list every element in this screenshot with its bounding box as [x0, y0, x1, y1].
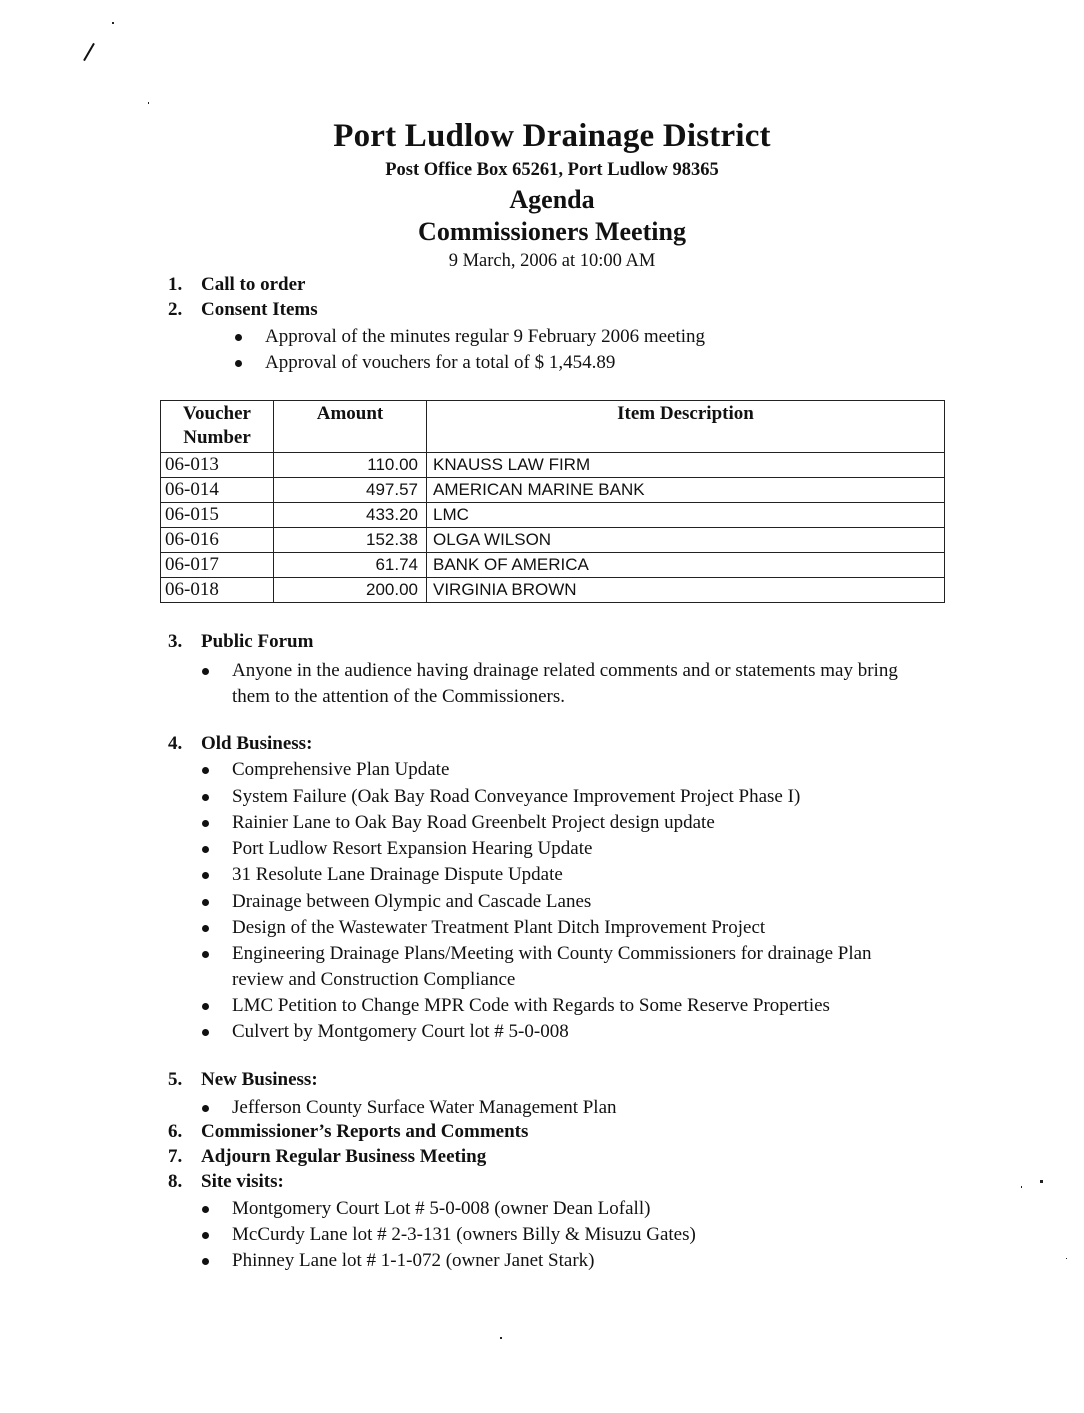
voucher-number-cell: 06-013 — [161, 453, 274, 478]
section-old-business — [168, 733, 312, 755]
list-item: Phinney Lane lot # 1-1-072 (owner Janet Stark) — [232, 1248, 595, 1274]
section-call-to-order — [168, 274, 305, 296]
voucher-number-cell: 06-016 — [161, 528, 274, 553]
description-cell: KNAUSS LAW FIRM — [427, 453, 945, 478]
list-item: Port Ludlow Resort Expansion Hearing Update — [232, 836, 592, 862]
table-row — [161, 528, 945, 553]
bullet-icon — [202, 846, 209, 853]
section-title: Consent Items — [201, 299, 318, 320]
section-commissioner-reports — [168, 1121, 528, 1143]
scan-artifact-mark — [83, 43, 95, 61]
section-number: 3. — [168, 631, 183, 652]
description-cell: LMC — [427, 503, 945, 528]
column-header-item-description: Item Description — [427, 401, 945, 453]
bullet-icon — [202, 1232, 209, 1239]
section-public-forum — [168, 631, 313, 653]
bullet-icon — [202, 872, 209, 879]
organization-name: Port Ludlow Drainage District — [333, 118, 771, 154]
bullet-icon — [202, 1105, 209, 1112]
amount-cell: 61.74 — [274, 553, 427, 578]
section-number: 2. — [168, 299, 183, 320]
list-item: Jefferson County Surface Water Management Plan — [232, 1095, 617, 1121]
list-item: Engineering Drainage Plans/Meeting with County Commissioners for drainage Plan review and Construction Compliance — [232, 941, 922, 993]
description-cell: VIRGINIA BROWN — [427, 578, 945, 603]
list-item: LMC Petition to Change MPR Code with Regards to Some Reserve Properties — [232, 993, 830, 1019]
scan-speck — [112, 22, 114, 24]
section-number: 1. — [168, 274, 183, 295]
bullet-icon — [202, 668, 209, 675]
section-number: 7. — [168, 1146, 183, 1167]
list-item: System Failure (Oak Bay Road Conveyance Improvement Project Phase I) — [232, 784, 800, 810]
voucher-number-cell: 06-017 — [161, 553, 274, 578]
section-title: Site visits: — [201, 1171, 284, 1192]
document-type: Agenda — [509, 185, 595, 214]
scan-speck — [1066, 1258, 1067, 1259]
list-item: Approval of vouchers for a total of $ 1,454.89 — [265, 350, 615, 376]
table-row — [161, 553, 945, 578]
bullet-icon — [202, 1029, 209, 1036]
bullet-icon — [202, 899, 209, 906]
bullet-icon — [202, 820, 209, 827]
list-item: McCurdy Lane lot # 2-3-131 (owners Billy & Misuzu Gates) — [232, 1222, 696, 1248]
table-row — [161, 503, 945, 528]
meeting-title: Commissioners Meeting — [418, 217, 686, 246]
amount-cell: 497.57 — [274, 478, 427, 503]
amount-cell: 433.20 — [274, 503, 427, 528]
section-number: 8. — [168, 1171, 183, 1192]
bullet-icon — [202, 794, 209, 801]
bullet-icon — [202, 925, 209, 932]
column-header-amount: Amount — [274, 401, 427, 453]
section-title: Public Forum — [201, 631, 314, 652]
section-number: 4. — [168, 733, 183, 754]
voucher-number-cell: 06-018 — [161, 578, 274, 603]
scan-speck — [1021, 1186, 1022, 1188]
table-row — [161, 578, 945, 603]
list-item: Culvert by Montgomery Court lot # 5-0-008 — [232, 1019, 569, 1045]
table-header-row — [161, 401, 945, 453]
description-cell: OLGA WILSON — [427, 528, 945, 553]
amount-cell: 110.00 — [274, 453, 427, 478]
description-cell: BANK OF AMERICA — [427, 553, 945, 578]
list-item: Anyone in the audience having drainage related comments and or statements may bring them to the attention of the Commissioners. — [232, 658, 937, 710]
bullet-icon — [202, 767, 209, 774]
bullet-icon — [235, 334, 242, 341]
section-adjourn — [168, 1146, 486, 1168]
scan-speck — [500, 1337, 502, 1339]
section-consent-items — [168, 299, 318, 321]
organization-address: Post Office Box 65261, Port Ludlow 98365 — [385, 160, 719, 180]
section-title: Call to order — [201, 274, 306, 295]
table-row — [161, 453, 945, 478]
scan-speck — [1040, 1180, 1043, 1183]
section-number: 5. — [168, 1069, 183, 1090]
scan-speck — [148, 102, 149, 104]
section-site-visits — [168, 1171, 284, 1193]
voucher-table — [160, 400, 945, 603]
list-item: 31 Resolute Lane Drainage Dispute Update — [232, 862, 563, 888]
section-title: Commissioner’s Reports and Comments — [201, 1121, 529, 1142]
bullet-icon — [202, 951, 209, 958]
description-cell: AMERICAN MARINE BANK — [427, 478, 945, 503]
list-item: Approval of the minutes regular 9 February 2006 meeting — [265, 324, 705, 350]
meeting-date: 9 March, 2006 at 10:00 AM — [448, 251, 656, 271]
voucher-number-cell: 06-014 — [161, 478, 274, 503]
table-row — [161, 478, 945, 503]
section-new-business — [168, 1069, 318, 1091]
voucher-number-cell: 06-015 — [161, 503, 274, 528]
bullet-icon — [202, 1258, 209, 1265]
amount-cell: 200.00 — [274, 578, 427, 603]
section-title: Old Business: — [201, 733, 313, 754]
list-item: Design of the Wastewater Treatment Plant Ditch Improvement Project — [232, 915, 765, 941]
section-title: New Business: — [201, 1069, 318, 1090]
list-item: Montgomery Court Lot # 5-0-008 (owner Dean Lofall) — [232, 1196, 650, 1222]
bullet-icon — [202, 1003, 209, 1010]
list-item: Comprehensive Plan Update — [232, 757, 449, 783]
bullet-icon — [202, 1206, 209, 1213]
list-item: Rainier Lane to Oak Bay Road Greenbelt Project design update — [232, 810, 715, 836]
section-title: Adjourn Regular Business Meeting — [201, 1146, 487, 1167]
amount-cell: 152.38 — [274, 528, 427, 553]
section-number: 6. — [168, 1121, 183, 1142]
bullet-icon — [235, 360, 242, 367]
column-header-voucher-number: Voucher Number — [161, 401, 274, 453]
list-item: Drainage between Olympic and Cascade Lanes — [232, 889, 591, 915]
